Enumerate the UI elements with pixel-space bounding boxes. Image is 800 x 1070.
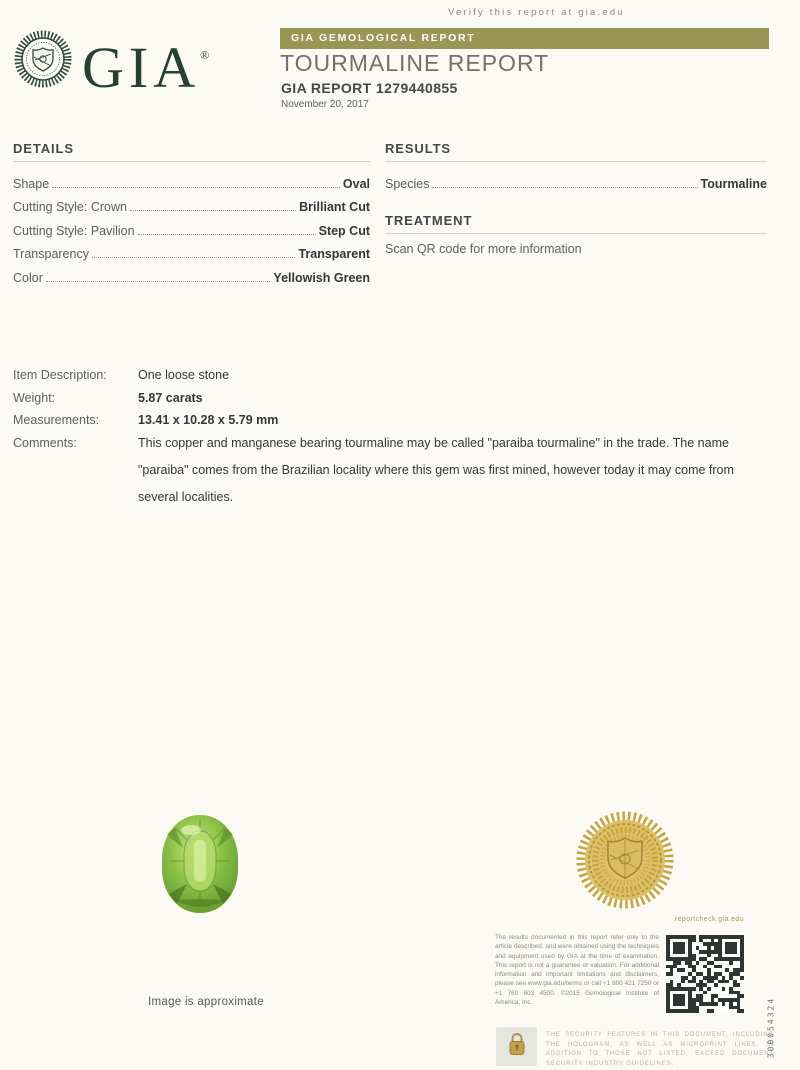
item-label: Weight: bbox=[13, 390, 56, 405]
results-section bbox=[385, 141, 767, 191]
item-row-comments bbox=[13, 436, 773, 511]
treatment-heading: TREATMENT bbox=[385, 213, 767, 234]
report-type-banner: GIA GEMOLOGICAL REPORT bbox=[280, 28, 769, 49]
details-section bbox=[13, 141, 370, 285]
security-lock-badge bbox=[496, 1027, 537, 1066]
item-value: 13.41 x 10.28 x 5.79 mm bbox=[138, 413, 279, 427]
spec-value: Brilliant Cut bbox=[299, 200, 370, 214]
qr-code-icon bbox=[665, 934, 745, 1014]
spec-label: Cutting Style: Pavilion bbox=[13, 223, 135, 238]
spec-label: Species bbox=[385, 176, 430, 191]
spec-row-color bbox=[13, 261, 370, 285]
dot-leader bbox=[432, 187, 697, 188]
report-date: November 20, 2017 bbox=[281, 99, 369, 110]
gemstone-image bbox=[161, 814, 239, 919]
spec-label: Transparency bbox=[13, 247, 89, 261]
reportcheck-url: reportcheck.gia.edu bbox=[674, 916, 744, 923]
spec-label: Cutting Style: Crown bbox=[13, 200, 127, 214]
registered-mark: ® bbox=[200, 48, 210, 62]
gold-seal-icon bbox=[575, 810, 675, 915]
report-title: TOURMALINE REPORT bbox=[280, 50, 550, 76]
serial-number: 300054324 bbox=[766, 996, 776, 1059]
item-row-measurements bbox=[13, 413, 773, 427]
spec-value: Oval bbox=[342, 176, 370, 191]
gia-seal-icon bbox=[13, 28, 73, 95]
spec-row-species bbox=[385, 167, 767, 191]
details-heading: DETAILS bbox=[13, 141, 370, 162]
item-description-block bbox=[13, 368, 773, 519]
gia-wordmark: GIA® bbox=[82, 35, 210, 100]
results-heading: RESULTS bbox=[385, 141, 767, 162]
item-label: Measurements: bbox=[13, 413, 100, 427]
gia-logo bbox=[13, 26, 210, 100]
item-row-description bbox=[13, 368, 773, 382]
spec-value: Step Cut bbox=[318, 223, 370, 238]
dot-leader bbox=[92, 257, 295, 258]
image-caption: Image is approximate bbox=[148, 996, 264, 1008]
spec-value: Transparent bbox=[298, 247, 370, 261]
item-label: Comments: bbox=[13, 435, 77, 450]
dot-leader bbox=[46, 281, 271, 282]
dot-leader bbox=[130, 210, 296, 211]
item-row-weight bbox=[13, 391, 773, 405]
item-value: 5.87 carats bbox=[138, 390, 203, 405]
verify-report-text: Verify this report at gia.edu bbox=[448, 7, 625, 18]
comments-text: This copper and manganese bearing tourmaline may be called "paraiba tourmaline" in the trade. The name "paraiba" comes from the Brazilian locality where this gem was first mined, however today it may come from several localities. bbox=[138, 435, 734, 504]
spec-row-transparency bbox=[13, 238, 370, 262]
dot-leader bbox=[138, 234, 316, 235]
spec-value: Yellowish Green bbox=[273, 270, 370, 285]
spec-row-pavilion bbox=[13, 214, 370, 238]
spec-label: Color bbox=[13, 270, 43, 285]
report-number: GIA REPORT 1279440855 bbox=[281, 80, 458, 96]
spec-row-crown bbox=[13, 191, 370, 215]
spec-row-shape bbox=[13, 167, 370, 191]
dot-leader bbox=[52, 187, 340, 188]
treatment-section bbox=[385, 213, 767, 256]
spec-value: Tourmaline bbox=[700, 176, 767, 191]
spec-label: Shape bbox=[13, 176, 50, 191]
treatment-note: Scan QR code for more information bbox=[385, 242, 582, 256]
disclaimer-text: The results documented in this report refer only to the article described, and were obtained using the techniques and equipment used by GIA at the time of examination. This report is not a guarantee or valuation. For additional information and important limitations and disclaimers, please see www.gia.edu/terms or call +1 800 421 7250 or +1 760 603 4500. ©2015 Gemological Institute of America, Inc. bbox=[495, 934, 659, 1007]
item-label: Item Description: bbox=[13, 368, 107, 382]
item-value: One loose stone bbox=[138, 368, 230, 382]
security-features-text: THE SECURITY FEATURES IN THIS DOCUMENT, INCLUDING THE HOLOGRAM, AS WELL AS MICROPRINT LINES, IN ADDITION TO THOSE NOT LISTED, EXCEED DOCUMENT SECURITY INDUSTRY GUIDELINES. bbox=[546, 1032, 774, 1067]
lock-icon bbox=[508, 1032, 526, 1061]
